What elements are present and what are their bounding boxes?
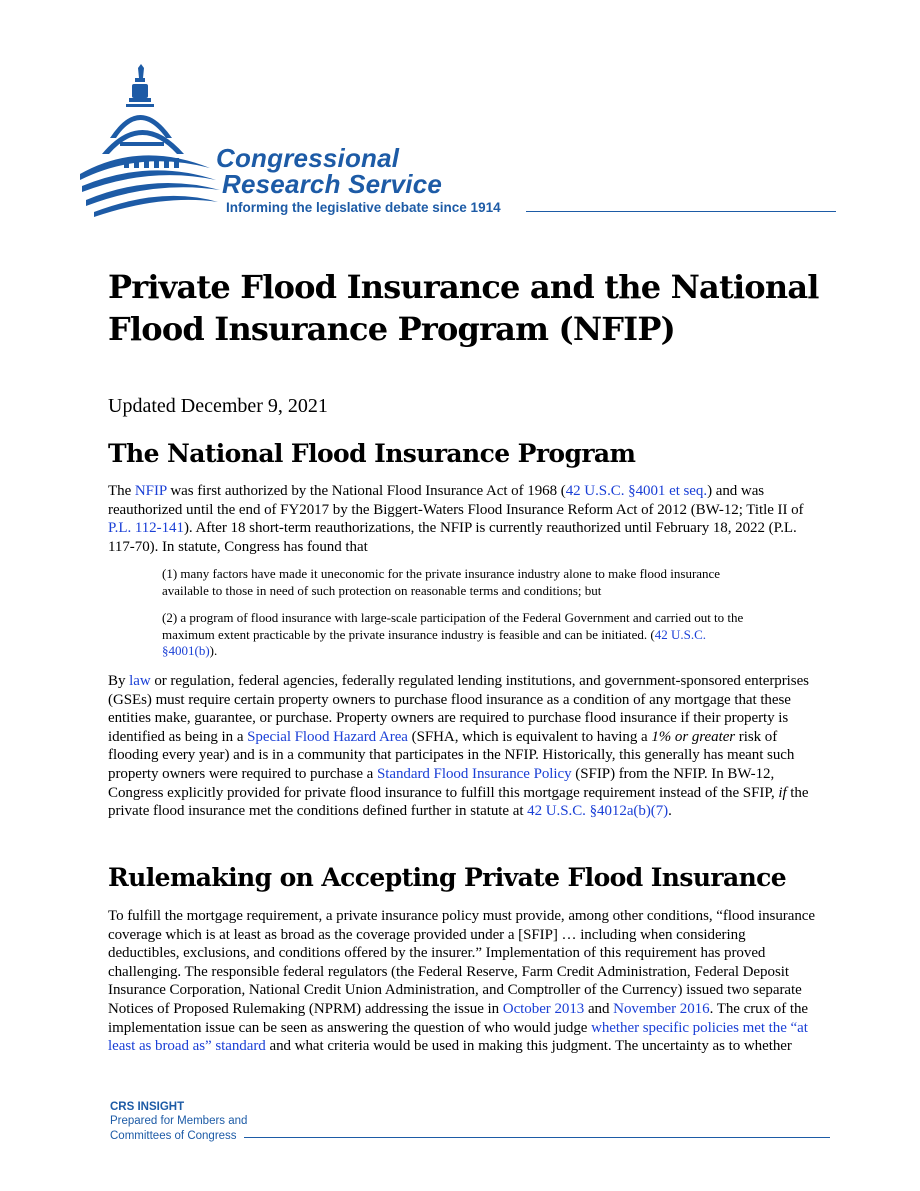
link-sfip[interactable]: Standard Flood Insurance Policy [376, 765, 572, 782]
paragraph-mandatory-purchase [108, 672, 816, 821]
link-pl-112-141[interactable]: P.L. 112-141 [108, 520, 184, 537]
emphasis-if: if [778, 784, 787, 801]
text-run: By [108, 673, 130, 689]
section-heading-rulemaking: Rulemaking on Accepting Private Flood Insurance [108, 863, 787, 892]
link-42-usc-4001b[interactable]: 42 U.S.C. §4001(b) [162, 626, 707, 659]
logo-name-line2: Research Service [222, 169, 443, 199]
paragraph-rulemaking [108, 907, 816, 1056]
text-run: was first authorized by the National Flood Insurance Act of 1968 ( [166, 483, 566, 499]
logo-divider [526, 211, 836, 212]
logo-name-line1: Congressional [216, 143, 400, 173]
link-november-2016[interactable]: November 2016 [613, 1000, 710, 1017]
text-run: (SFIP) from the NFIP. In BW-12, Congress explicitly provided for private flood insurance to fulfill this mortgage requirement instead of the SFIP, [108, 765, 779, 801]
link-42-usc-4001[interactable]: 42 U.S.C. §4001 et seq. [565, 483, 708, 499]
paragraph-nfip-intro [108, 482, 816, 556]
link-october-2013[interactable]: October 2013 [502, 1000, 585, 1017]
logo-tagline: Informing the legislative debate since 1914 [226, 200, 501, 215]
link-at-least-as-broad[interactable]: whether specific policies met the “at least as broad as” standard [108, 1019, 808, 1055]
text-run: and what criteria would be used in making this judgment. The uncertainty as to whether [265, 1038, 792, 1055]
text-run: . The crux of the implementation issue can be seen as answering the question of who would judge [108, 1000, 809, 1036]
block-quote-1: (1) many factors have made it uneconomic for the private insurance industry alone to make flood insurance available to those in need of such protection on reasonable terms and conditions; but [162, 566, 721, 598]
text-run: (2) a program of flood insurance with large-scale participation of the Federal Government and carried out to the maximum extent practicable by the private insurance industry is feasible and can be initiated. ( [162, 610, 744, 642]
link-sfha[interactable]: Special Flood Hazard Area [247, 728, 408, 745]
text-run: or regulation, federal agencies, federally regulated lending institutions, and government-sponsored enterprises (GSEs) must require certain property owners to purchase flood insurance as a condition of any mortgage that these entities make, guarantee, or purchase. Property owners are required to purchase flood insurance if their property is identified as being in a [108, 673, 809, 745]
text-run: The [108, 483, 135, 499]
updated-date: Updated December 9, 2021 [108, 395, 328, 417]
footer-crs-insight: CRS INSIGHT [110, 1101, 185, 1113]
text-run: To fulfill the mortgage requirement, a private insurance policy must provide, among other conditions, “flood insurance coverage which is at least as broad as the coverage provided under a [SFIP] … including when considering deductibles, exclusions, and conditions offered by the insurer.” Implementation of this requirement has proved challenging. The responsible federal regulators (the Federal Reserve, Farm Credit Administration, Federal Deposit Insurance Corporation, National Credit Union Administration, and Comptroller of the Currency) issued two separate Notices of Proposed Rulemaking (NPRM) addressing the issue in [108, 908, 816, 1017]
text-run: (SFHA, which is equivalent to having a [407, 728, 652, 745]
capitol-dome-icon [80, 62, 230, 222]
text-run: . [668, 803, 672, 820]
link-42-usc-4012a[interactable]: 42 U.S.C. §4012a(b)(7) [527, 803, 669, 820]
section-heading-nfip: The National Flood Insurance Program [108, 439, 636, 468]
text-run: the private flood insurance met the conditions defined further in statute at [108, 784, 809, 820]
text-run: ). [209, 643, 218, 659]
footer-divider [244, 1137, 830, 1138]
footer-prepared-for: Prepared for Members and Committees of Congress [110, 1115, 248, 1142]
document-title: Private Flood Insurance and the National Flood Insurance Program (NFIP) [108, 268, 819, 348]
text-run: ). After 18 short-term reauthorizations, the NFIP is currently reauthorized until February 18, 2022 (P.L. 117-70). In statute, Congress has found that [108, 520, 797, 555]
link-nfip[interactable]: NFIP [134, 483, 167, 499]
link-law[interactable]: law [129, 673, 151, 689]
text-run: and [584, 1000, 614, 1017]
emphasis-1pct: 1% or greater [651, 728, 736, 745]
block-quote-2 [162, 610, 762, 660]
text-run: ) and was reauthorized until the end of FY2017 by the Biggert-Waters Flood Insurance Reform Act of 2012 (BW-12; Title II of [108, 483, 804, 518]
crs-logo [80, 62, 840, 222]
text-run: risk of flooding every year) and is in a community that participates in the NFIP. Historically, this generally has meant such property owners were required to purchase a [108, 728, 795, 782]
